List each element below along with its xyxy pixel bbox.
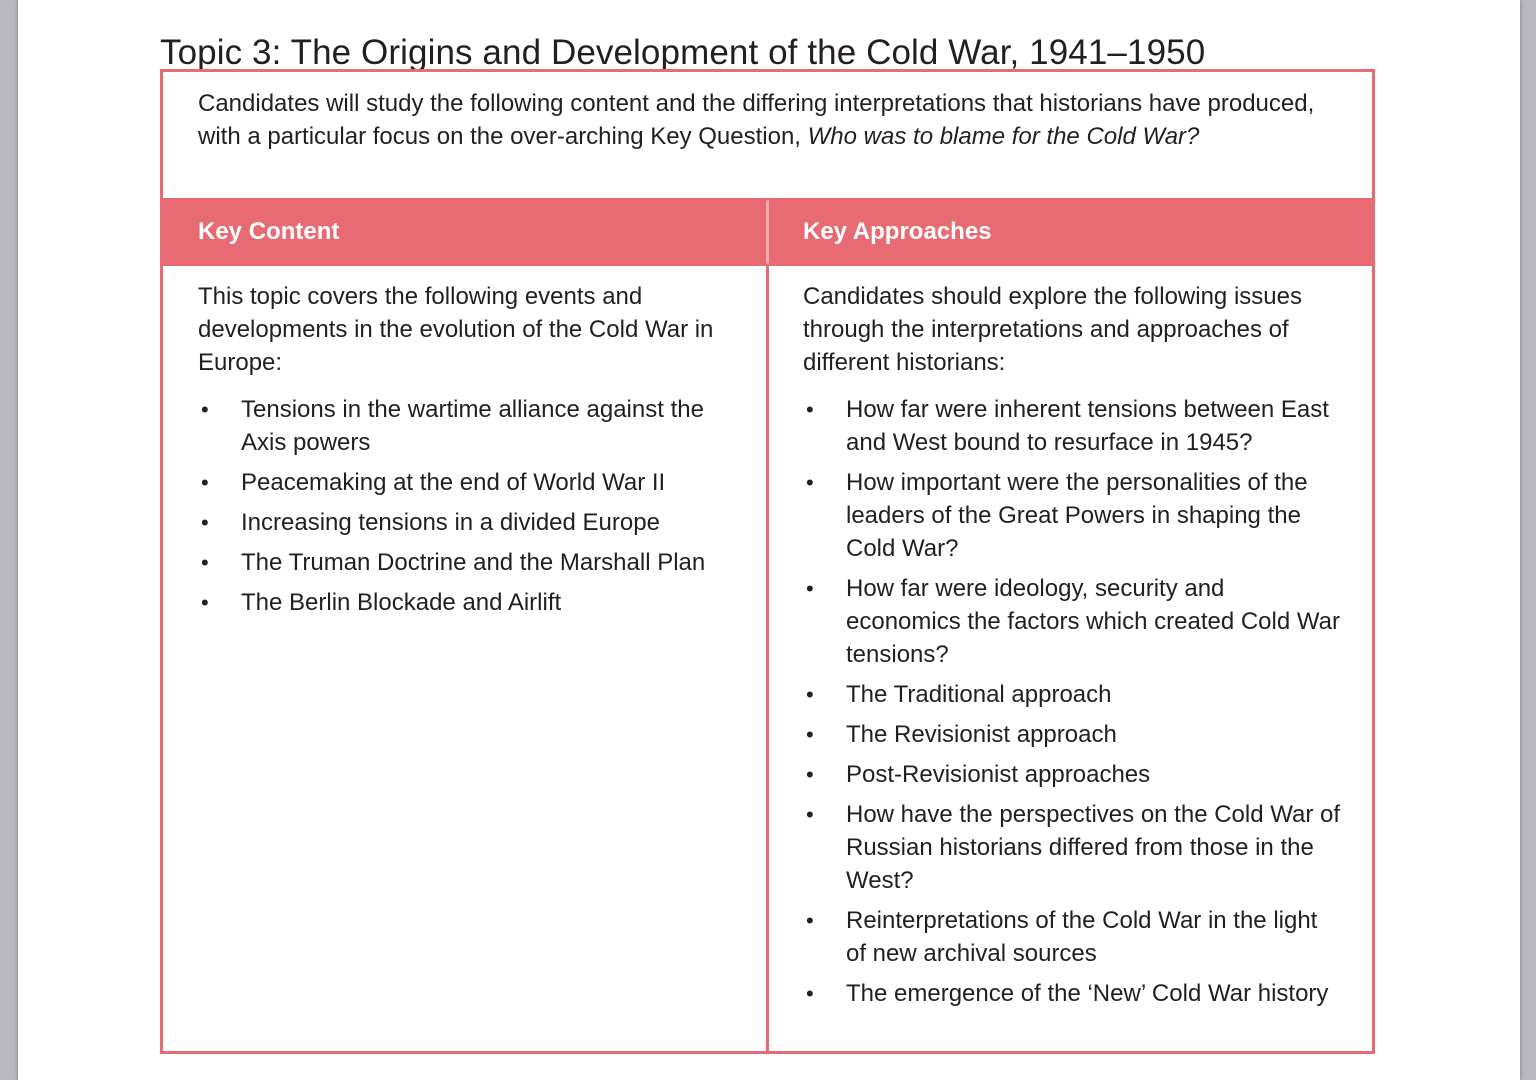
bullet-icon: • [806, 576, 814, 601]
bullet-icon: • [806, 397, 814, 422]
list-item: • The Truman Doctrine and the Marshall Plan [198, 546, 746, 579]
bullet-icon: • [806, 682, 814, 707]
key-approaches-intro: Candidates should explore the following issues through the interpretations and approaches of different historians: [803, 283, 1302, 376]
header-key-content: Key Content [198, 218, 340, 245]
bullet-icon: • [806, 762, 814, 787]
list-item: • How far were inherent tensions between East and West bound to resurface in 1945? [803, 393, 1343, 459]
key-content-list [198, 393, 746, 619]
document-page [18, 0, 1520, 1080]
bullet-icon: • [806, 908, 814, 933]
list-item: • The Traditional approach [803, 678, 1343, 711]
list-item: • The emergence of the ‘New’ Cold War history [803, 977, 1343, 1010]
bullet-icon: • [201, 470, 209, 495]
bullet-icon: • [806, 981, 814, 1006]
page-title: Topic 3: The Origins and Development of the Cold War, 1941–1950 [160, 33, 1206, 73]
header-key-approaches: Key Approaches [803, 218, 992, 245]
list-item: • Post-Revisionist approaches [803, 758, 1343, 791]
key-content-intro: This topic covers the following events and developments in the evolution of the Cold War in Europe: [198, 283, 714, 376]
topic-table [160, 69, 1375, 1054]
list-item: • The Berlin Blockade and Airlift [198, 586, 746, 619]
key-approaches-list [803, 393, 1343, 1010]
intro-text: Candidates will study the following content and the differing interpretations that historians have produced, with a particular focus on the over-arching Key Question, [198, 90, 1315, 150]
header-divider [766, 200, 769, 264]
list-item: • Tensions in the wartime alliance against the Axis powers [198, 393, 746, 459]
bullet-icon: • [201, 510, 209, 535]
list-item: • How have the perspectives on the Cold War of Russian historians differed from those in the West? [803, 798, 1343, 897]
bullet-icon: • [806, 470, 814, 495]
key-question: Who was to blame for the Cold War? [807, 123, 1200, 150]
key-approaches-column [803, 280, 1343, 1017]
list-item: • Reinterpretations of the Cold War in the light of new archival sources [803, 904, 1343, 970]
bullet-icon: • [201, 550, 209, 575]
list-item: • Increasing tensions in a divided Europe [198, 506, 746, 539]
bullet-icon: • [201, 590, 209, 615]
intro-paragraph [198, 87, 1328, 153]
list-item: • How far were ideology, security and economics the factors which created Cold War tensions? [803, 572, 1343, 671]
bullet-icon: • [806, 802, 814, 827]
list-item: • Peacemaking at the end of World War II [198, 466, 746, 499]
list-item: • The Revisionist approach [803, 718, 1343, 751]
key-content-column [198, 280, 746, 626]
table-header-row [163, 198, 1372, 266]
bullet-icon: • [806, 722, 814, 747]
bullet-icon: • [201, 397, 209, 422]
column-divider [766, 266, 769, 1051]
list-item: • How important were the personalities of the leaders of the Great Powers in shaping the Cold War? [803, 466, 1343, 565]
